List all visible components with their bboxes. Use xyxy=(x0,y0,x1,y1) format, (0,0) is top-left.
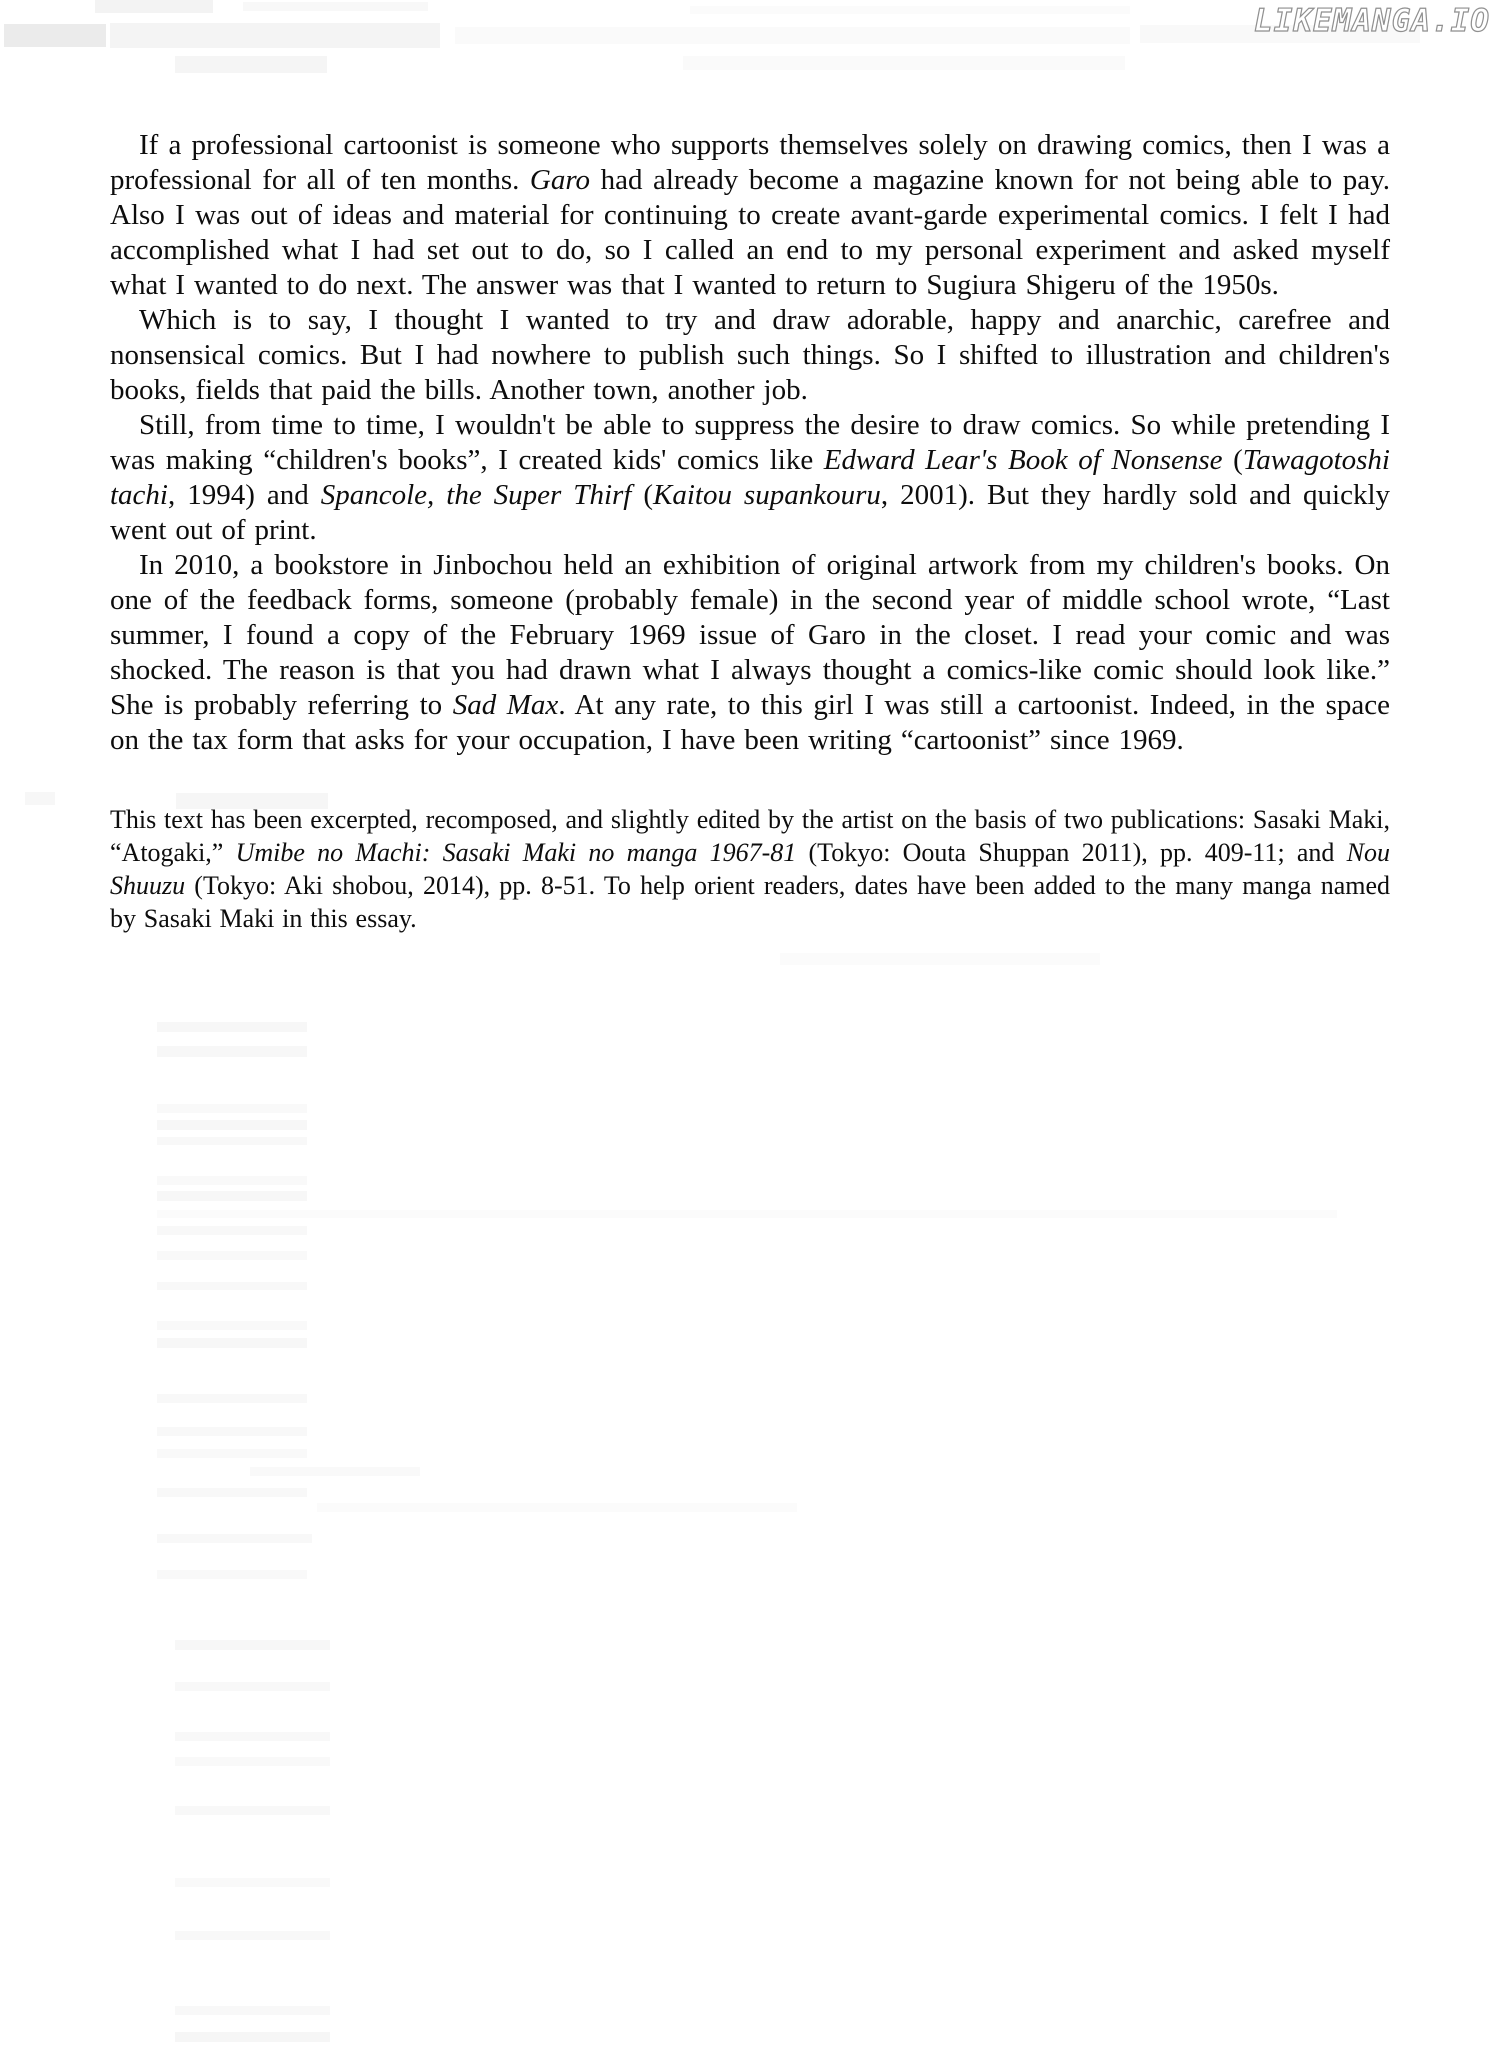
scan-artifact xyxy=(683,56,1125,70)
scan-artifact xyxy=(157,1338,307,1348)
scan-artifact xyxy=(157,1022,307,1032)
scan-artifact xyxy=(175,1640,330,1650)
essay-paragraph-4 xyxy=(110,548,1390,758)
scan-artifact xyxy=(157,1226,307,1235)
italic-title-text: Nou Shuuzu xyxy=(110,838,1390,900)
scan-artifact xyxy=(4,24,106,47)
scan-artifact xyxy=(157,1210,1337,1218)
italic-title-text: Umibe no Machi: Sasaki Maki no manga 1967-81 xyxy=(235,838,797,867)
body-text: , 2001). But they hardly sold and quickly went out of print. xyxy=(110,479,1391,546)
italic-title-text: Tawagotoshi tachi xyxy=(110,444,1390,511)
scan-artifact xyxy=(317,1503,797,1512)
italic-title-text: Kaitou supankouru xyxy=(652,479,881,511)
scan-artifact xyxy=(157,1282,307,1290)
scan-artifact xyxy=(157,1176,307,1185)
scan-artifact xyxy=(175,1931,330,1940)
italic-title-text: Edward Lear's Book of Nonsense xyxy=(823,444,1223,476)
body-text: (Tokyo: Aki shobou, 2014), pp. 8-51. To help orient readers, dates have been added to the many manga named by Sasaki Maki in this essay. xyxy=(110,871,1390,933)
scan-artifact xyxy=(175,1682,330,1691)
scan-artifact xyxy=(175,1757,330,1766)
scan-artifact xyxy=(25,792,55,805)
body-text: ( xyxy=(631,479,653,511)
scan-artifact xyxy=(95,0,213,13)
scan-artifact xyxy=(157,1534,312,1543)
scan-artifact xyxy=(175,1806,330,1815)
body-text: , 1994) and xyxy=(168,479,321,511)
scan-artifact xyxy=(243,2,428,11)
scan-artifact xyxy=(175,2006,330,2015)
italic-title-text: Spancole, the Super Thirf xyxy=(320,479,632,511)
scan-artifact xyxy=(175,1878,330,1887)
scan-artifact xyxy=(250,1467,420,1476)
scan-artifact xyxy=(175,1732,330,1741)
scan-artifact xyxy=(157,1570,307,1579)
site-watermark: LIKEMANGA.IO xyxy=(1254,3,1490,39)
scan-artifact xyxy=(780,953,1100,965)
body-text: In 2010, a bookstore in Jinbochou held an exhibition of original artwork from my children's books. On one of the feedback forms, someone (probably female) in the second year of middle school wrote, “Last summer, I found a copy of the February 1969 issue of Garo in the closet. I read your comic and was shocked. The reason is that you had drawn what I always thought a comics-like comic should look like.” She is probably referring to xyxy=(110,549,1390,721)
body-text: (Tokyo: Oouta Shuppan 2011), pp. 409-11; and xyxy=(796,838,1347,867)
scan-artifact xyxy=(175,2032,330,2042)
body-text: Still, from time to time, I wouldn't be able to suppress the desire to draw comics. So while pretending I was making “children's books”, I created kids' comics like xyxy=(110,409,1390,476)
scan-artifact xyxy=(157,1394,307,1403)
italic-title-text: Sad Max xyxy=(452,689,559,721)
scan-artifact xyxy=(157,1427,307,1436)
italic-title-text: Garo xyxy=(529,164,591,196)
scan-artifact xyxy=(455,27,1130,44)
body-text: ( xyxy=(1222,444,1243,476)
body-text: . At any rate, to this girl I was still a cartoonist. Indeed, in the space on the tax form that asks for your occupation, I have been writing “cartoonist” since 1969. xyxy=(110,689,1390,756)
body-text: This text has been excerpted, recomposed, and slightly edited by the artist on the basis of two publications: Sasaki Maki, “Atogaki,” xyxy=(110,805,1390,867)
scan-artifact xyxy=(157,1120,307,1130)
essay-body xyxy=(110,128,1390,935)
source-note xyxy=(110,803,1390,935)
scan-artifact xyxy=(175,56,327,73)
essay-paragraph-3 xyxy=(110,408,1390,548)
scan-artifact xyxy=(110,23,440,48)
scan-artifact xyxy=(157,1488,307,1497)
scan-artifact xyxy=(157,1321,307,1330)
scan-artifact xyxy=(157,1449,307,1458)
body-text: had already become a magazine known for not being able to pay. Also I was out of ideas and material for continuing to create avant-garde experimental comics. I felt I had accomplished what I had set out to do, so I called an end to my personal experiment and asked myself what I wanted to do next. The answer was that I wanted to return to Sugiura Shigeru of the 1950s. xyxy=(110,164,1390,301)
essay-paragraph-1 xyxy=(110,128,1390,303)
scan-artifact xyxy=(157,1251,307,1260)
scan-artifact xyxy=(157,1191,307,1201)
body-text: Which is to say, I thought I wanted to try and draw adorable, happy and anarchic, carefree and nonsensical comics. But I had nowhere to publish such things. So I shifted to illustration and children's books, fields that paid the bills. Another town, another job. xyxy=(110,304,1390,406)
scan-artifact xyxy=(157,1046,307,1057)
scan-artifact xyxy=(690,6,1130,14)
scan-artifact xyxy=(157,1137,307,1145)
scan-artifact xyxy=(157,1104,307,1113)
body-text: If a professional cartoonist is someone who supports themselves solely on drawing comics, then I was a professional for all of ten months. xyxy=(110,129,1390,196)
essay-paragraph-2 xyxy=(110,303,1390,408)
